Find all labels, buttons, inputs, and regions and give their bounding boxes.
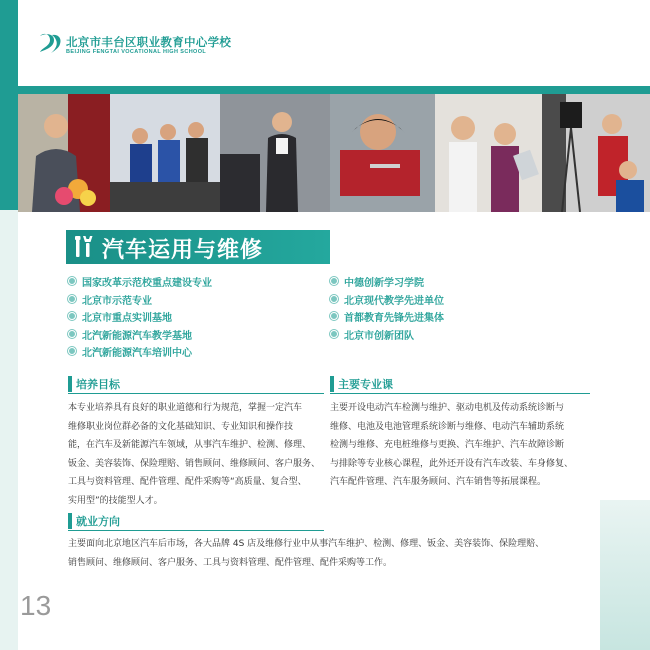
training-line: 钣金、美容装饰、保险理赔、销售顾问、维修顾问、客户服务、 <box>68 458 321 469</box>
employment-heading-label: 就业方向 <box>76 515 120 528</box>
heading-bar <box>68 376 72 392</box>
honors-list-left <box>68 274 212 362</box>
courses-line: 维修、电池及电池管理系统诊断与维修、电动汽车辅助系统 <box>330 421 565 432</box>
employment-heading <box>68 513 324 529</box>
photo-students-tablet <box>435 94 542 212</box>
section-title: 汽车运用与维修 <box>102 238 264 263</box>
page-header <box>18 0 650 88</box>
photo-teacher <box>220 94 330 212</box>
honor-item: 北京市重点实训基地 <box>68 309 212 327</box>
honor-item: 中德创新学习学院 <box>330 274 444 292</box>
training-line: 实用型”的技能型人才。 <box>68 495 163 506</box>
bullet-dot-icon <box>68 277 76 285</box>
honor-item: 北京现代教学先进单位 <box>330 292 444 310</box>
honors-list-right <box>330 274 444 344</box>
bullet-dot-icon <box>68 312 76 320</box>
heading-bar <box>68 513 72 529</box>
bullet-dot-icon <box>330 330 338 338</box>
photo-students-engine <box>110 94 220 212</box>
heading-bar <box>330 376 334 392</box>
section-title-banner <box>66 230 330 264</box>
bullet-dot-icon <box>330 295 338 303</box>
left-accent-strip-light <box>0 210 18 650</box>
bullet-dot-icon <box>68 330 76 338</box>
photo-strip <box>18 94 650 212</box>
honor-item: 北汽新能源汽车教学基地 <box>68 327 212 345</box>
courses-heading <box>330 376 590 392</box>
honor-item: 北汽新能源汽车培训中心 <box>68 344 212 362</box>
training-line: 维修职业岗位群必备的文化基础知识、专业知识和操作技 <box>68 421 294 432</box>
heading-underline <box>330 393 590 394</box>
right-decoration <box>600 500 650 650</box>
employment-paragraph <box>68 535 598 572</box>
employment-line: 销售顾问、维修顾问、客户服务、工具与资料管理、配件管理、配件采购等工作。 <box>68 557 393 568</box>
courses-line: 汽车配件管理、汽车服务顾问、汽车销售等拓展课程。 <box>330 477 547 487</box>
courses-line: 与排除等专业核心课程，此外还开设有汽车改装、车身修复、 <box>330 458 574 469</box>
school-logo-icon <box>38 32 62 54</box>
page-number: 13 <box>20 590 52 621</box>
bullet-dot-icon <box>68 347 76 355</box>
training-line: 工具与资料管理、配件管理、配件采购等“高质量、复合型、 <box>68 477 307 487</box>
photo-student-under-car <box>330 94 435 212</box>
courses-line: 检测与维修、充电桩维修与更换、汽车维护、汽车故障诊断 <box>330 440 565 450</box>
courses-line: 主要开设电动汽车检测与维护、驱动电机及传动系统诊断与 <box>330 403 565 413</box>
employment-line: 主要面向北京地区汽车后市场，各大品牌 4S 店及维修行业中从事汽车维护、检测、修理、钣金、美容装饰、保险理赔、 <box>68 539 545 549</box>
honor-item: 北京市创新团队 <box>330 327 444 345</box>
school-name-cn: 北京市丰台区职业教育中心学校 <box>66 35 232 49</box>
photo-speaker <box>18 94 110 212</box>
honor-item: 国家改革示范校重点建设专业 <box>68 274 212 292</box>
header-band <box>18 86 650 94</box>
honor-item: 首都教育先锋先进集体 <box>330 309 444 327</box>
bullet-dot-icon <box>330 312 338 320</box>
wrench-screwdriver-icon <box>72 234 96 260</box>
courses-heading-label: 主要专业课 <box>338 378 393 391</box>
courses-paragraph <box>330 399 602 492</box>
heading-underline <box>68 393 324 394</box>
training-heading <box>68 376 324 392</box>
training-line: 能，在汽车及新能源汽车领域，从事汽车维护、检测、修理、 <box>68 440 312 450</box>
school-name-en: BEIJING FENGTAI VOCATIONAL HIGH SCHOOL <box>66 49 207 55</box>
bullet-dot-icon <box>68 295 76 303</box>
training-paragraph <box>68 399 330 510</box>
heading-underline <box>68 530 324 531</box>
bullet-dot-icon <box>330 277 338 285</box>
training-line: 本专业培养具有良好的职业道德和行为规范，掌握一定汽车 <box>68 403 303 413</box>
training-heading-label: 培养目标 <box>76 378 120 391</box>
honor-item: 北京市示范专业 <box>68 292 212 310</box>
photo-technician-camera <box>542 94 650 212</box>
